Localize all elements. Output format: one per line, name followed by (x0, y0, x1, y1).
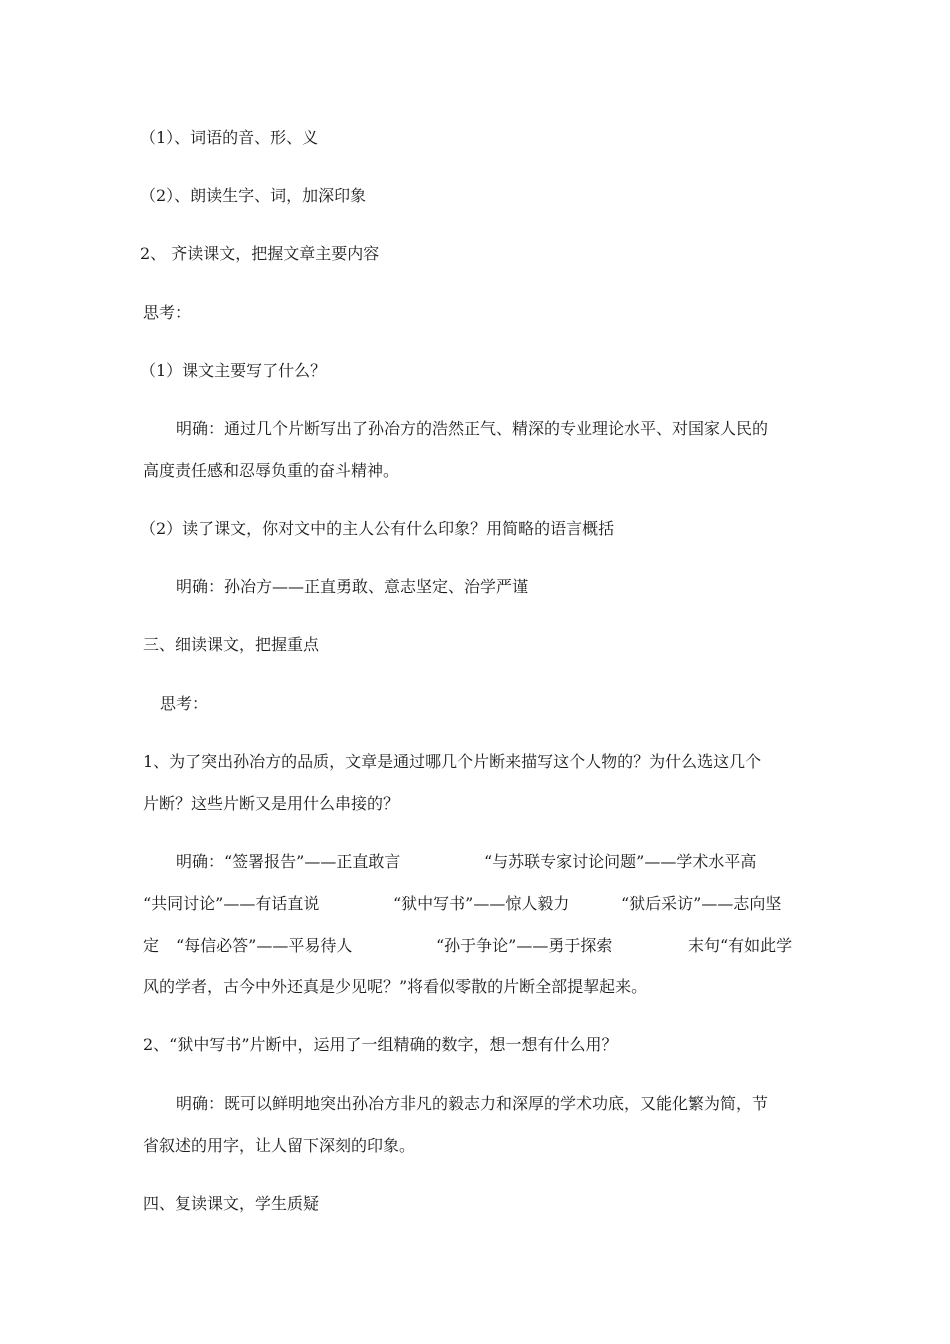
text-line: “狱后采访”——志向坚 (621, 894, 782, 913)
text-line: （2）读了课文，你对文中的主人公有什么印象？用简略的语言概括 (140, 519, 615, 538)
text-line: 2、 齐读课文，把握文章主要内容 (140, 244, 380, 263)
text-line: “孙于争论”——勇于探索 (436, 936, 613, 955)
section-heading: 四、复读课文，学生质疑 (143, 1194, 320, 1213)
text-line: 省叙述的用字，让人留下深刻的印象。 (143, 1136, 416, 1155)
text-line: （1）课文主要写了什么？ (140, 361, 327, 380)
text-line: 明确：孙冶方——正直勇敢、意志坚定、治学严谨 (176, 577, 529, 596)
text-line: 片断？这些片断又是用什么串接的？ (143, 794, 400, 813)
text-line: 高度责任感和忍辱负重的奋斗精神。 (143, 461, 400, 480)
text-line: 1、为了突出孙冶方的品质，文章是通过哪几个片断来描写这个人物的？为什么选这几个 (143, 752, 762, 771)
section-heading: 三、细读课文，把握重点 (143, 635, 320, 654)
text-line: “与苏联专家讨论问题”——学术水平高 (484, 852, 757, 871)
text-line: 风的学者，古今中外还真是少见呢？”将看似零散的片断全部提挈起来。 (143, 977, 648, 996)
text-line: 末句“有如此学 (688, 936, 793, 955)
text-line: 思考： (160, 694, 209, 713)
text-line: 2、“狱中写书”片断中，运用了一组精确的数字，想一想有什么用？ (143, 1035, 618, 1054)
text-line: “每信必答”——平易待人 (176, 936, 353, 955)
text-line: 定 (143, 936, 160, 955)
text-line: 思考： (143, 303, 192, 322)
text-line: （2）、朗读生字、词，加深印象 (140, 186, 367, 205)
text-line: （1）、词语的音、形、义 (140, 128, 319, 147)
text-line: “共同讨论”——有话直说 (143, 894, 320, 913)
text-line: “狱中写书”——惊人毅力 (393, 894, 570, 913)
text-line: 明确：既可以鲜明地突出孙冶方非凡的毅志力和深厚的学术功底，又能化繁为简，节 (176, 1094, 769, 1113)
text-line: 明确：“签署报告”——正直敢言 (176, 852, 401, 871)
text-line: 明确：通过几个片断写出了孙冶方的浩然正气、精深的专业理论水平、对国家人民的 (176, 419, 769, 438)
